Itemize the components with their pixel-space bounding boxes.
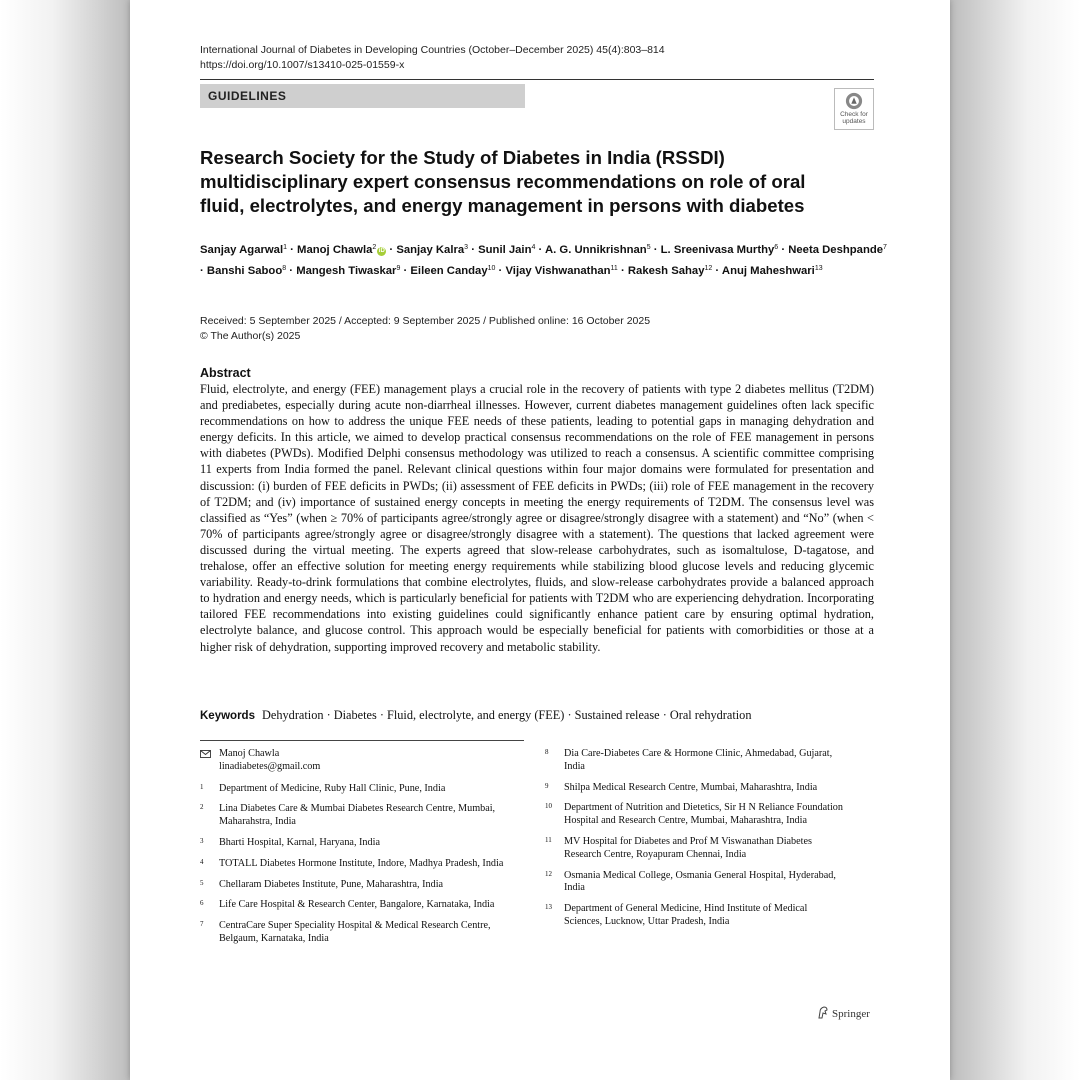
affiliation-text: Department of Medicine, Ruby Hall Clinic, Pune, India (219, 782, 446, 794)
author-affiliation-number: 9 (396, 264, 401, 272)
affiliation-number: 1 (200, 782, 204, 791)
affiliation-number: 2 (200, 803, 204, 812)
publication-dates (200, 314, 650, 344)
abstract-text: Fluid, electrolyte, and energy (FEE) management plays a crucial role in the recovery of patients with type 2 diabetes mellitus (T2DM) and prediabetes, especially during acute non-diarrheal illnesses. However, current diabetes management guidelines often lack specific recommendations on how to address the unique FEE needs of these patients, leading to potential gaps in managing dehydration and energy deficits. In this article, we aimed to develop practical consensus recommendations on the role of FEE management in persons with diabetes (PWDs). Modified Delphi consensus methodology was utilized to reach a consensus. A scientific committee comprising 11 experts from India formed the panel. Relevant clinical questions within four major domains were formulated for presentation and discussion: (i) burden of FEE deficits in PWDs; (ii) assessment of FEE deficits in PWDs; (iii) role of FEE management in the recovery of T2DM; and (iv) importance of sustained energy concepts in meeting the energy requirements of T2DM. The consensus level was classified as “Yes” (when ≥ 70% of participants agree/strongly agree or disagree/strongly disagree with a statement) and “No” (when < 70% of participants agree/strongly agree or disagree/strongly disagree with a statement). The questions that lacked agreement were discussed during the virtual meeting. The experts agreed that slow-release carbohydrates, such as isomaltulose, D-tagatose, and trehalose, offer an effective solution for meeting energy requirements while stabilizing blood glucose levels and reducing glycemic variability. Ready-to-drink formulations that combine electrolytes, fluids, and slow-release carbohydrates provide a balanced approach to hydration and energy needs, which is particularly beneficial for patients with T2DM who are experiencing dehydration. Incorporating tailored FEE recommendations into existing guidelines could significantly enhance patient care by ensuring optimal hydration, electrolyte balance, and glucose control. This approach would be especially beneficial for patients with comorbidities or those at a higher risk of dehydration, supporting improved recovery and metabolic stability. (200, 382, 874, 654)
affiliation-number: 11 (545, 835, 552, 844)
header-rule (200, 79, 874, 80)
corresponding-author (200, 748, 520, 774)
affiliation-number: 10 (545, 802, 552, 811)
author-name[interactable]: Manoj Chawla (297, 244, 373, 256)
corresponding-email[interactable]: linadiabetes@gmail.com (219, 760, 321, 772)
affiliations-right-column (545, 748, 845, 937)
affiliation-number: 3 (200, 836, 204, 845)
affiliation-text: Department of Nutrition and Dietetics, Sir H N Reliance Foundation Hospital and Research Centre, Mumbai, Maharashtra, India (564, 802, 843, 827)
author-affiliation-number: 1 (283, 244, 287, 251)
journal-citation: International Journal of Diabetes in Developing Countries (October–December 2025) 45(4):803–814 (200, 44, 665, 56)
affiliations-rule (200, 740, 524, 741)
left-page-shadow (0, 0, 130, 1080)
affiliation-text: MV Hospital for Diabetes and Prof M Viswanathan Diabetes Research Centre, Royapuram Chennai, India (564, 835, 812, 860)
affiliation-item (545, 903, 845, 929)
doi-link[interactable]: https://doi.org/10.1007/s13410-025-01559-x (200, 59, 405, 71)
author-affiliation-number: 7 (883, 244, 887, 251)
check-updates-label-1: Check for (840, 111, 868, 118)
affiliation-text: Life Care Hospital & Research Center, Bangalore, Karnataka, India (219, 899, 495, 911)
affiliation-number: 7 (200, 920, 204, 929)
affiliation-list-right (545, 748, 845, 929)
author-name[interactable]: Banshi Saboo (206, 264, 283, 277)
publisher-logo (817, 1006, 870, 1020)
dates-line: Received: 5 September 2025 / Accepted: 9 September 2025 / Published online: 16 October 2025 (200, 315, 651, 327)
journal-header (200, 43, 665, 73)
affiliations-left-column (200, 748, 520, 954)
author-affiliation-number: 11 (610, 264, 618, 272)
author-affiliation-number: 10 (487, 264, 496, 272)
abstract-heading: Abstract (200, 366, 251, 380)
author-affiliation-number: 6 (774, 244, 779, 251)
affiliation-text: Osmania Medical College, Osmania General Hospital, Hyderabad, India (564, 869, 836, 894)
author-affiliation-number: 12 (704, 264, 713, 272)
check-updates-label-2: updates (842, 118, 866, 125)
keywords-text: Dehydration · Diabetes · Fluid, electrolyte, and energy (FEE) · Sustained release · Oral rehydration (262, 708, 752, 722)
orcid-icon[interactable]: iD (378, 248, 385, 254)
copyright-line: © The Author(s) 2025 (200, 330, 301, 342)
author-name[interactable]: Sanjay Kalra (396, 244, 465, 256)
affiliation-item (200, 879, 520, 892)
author-name[interactable]: Sunil Jain (478, 244, 532, 256)
affiliation-text: Bharti Hospital, Karnal, Haryana, India (219, 836, 380, 848)
affiliation-number: 12 (545, 869, 552, 878)
author-list: Sanjay Agarwal$^1$ · Manoj Chawla$^2$ iD · Sanjay Kalra$^3$ · Sunil Jain$^4$ · A. G. Unnikrishnan$^5$ · L. Sreenivasa Murthy$^6$ · Neeta Deshpande$^7$ · Banshi Saboo$^8$ · Mangesh Tiwaskar$^9$ · Eileen Canday$^{10}$ · Vijay Vishwanathan$^{11}$ · Rakesh Sahay$^{12}$ · Anuj Maheshwari$^{13}$ (200, 244, 887, 277)
author-affiliation-number: 2 (372, 244, 377, 251)
affiliation-item (545, 802, 845, 828)
affiliation-item (545, 782, 845, 795)
author-name[interactable]: Mangesh Tiwaskar (296, 264, 397, 277)
affiliation-number: 6 (200, 899, 204, 908)
section-label: GUIDELINES (200, 84, 525, 108)
publisher-name: Springer (832, 1008, 870, 1020)
author-name[interactable]: Neeta Deshpande (788, 244, 884, 256)
author-name[interactable]: A. G. Unnikrishnan (545, 244, 647, 256)
affiliation-item (200, 837, 520, 850)
affiliation-text: CentraCare Super Speciality Hospital & Medical Research Centre, Belgaum, Karnataka, India (219, 920, 491, 944)
right-page-shadow (950, 0, 1080, 1080)
affiliation-list-left (200, 783, 520, 946)
affiliation-number: 9 (545, 781, 549, 790)
author-affiliation-number: 13 (814, 264, 823, 272)
affiliation-number: 13 (545, 903, 552, 912)
keywords-label: Keywords (200, 710, 255, 722)
paper-page (130, 0, 950, 1080)
author-affiliation-number: 5 (646, 244, 651, 251)
author-name[interactable]: Anuj Maheshwari (721, 264, 815, 277)
affiliation-number: 8 (545, 748, 549, 756)
check-updates-icon (845, 92, 863, 110)
author-affiliation-number: 8 (282, 264, 287, 272)
author-name[interactable]: Sanjay Agarwal (200, 244, 284, 256)
author-affiliation-number: 3 (464, 244, 469, 251)
affiliation-number: 4 (200, 857, 204, 866)
affiliation-item (200, 920, 520, 946)
affiliation-item (200, 783, 520, 796)
affiliation-item (200, 899, 520, 912)
check-for-updates-badge[interactable] (834, 88, 874, 130)
affiliation-item (545, 748, 845, 774)
affiliation-item (200, 803, 520, 829)
author-name[interactable]: Rakesh Sahay (627, 264, 705, 277)
envelope-icon (200, 750, 211, 758)
affiliation-text: Shilpa Medical Research Centre, Mumbai, Maharashtra, India (564, 781, 818, 793)
affiliation-item (200, 858, 520, 871)
affiliation-text: Dia Care-Diabetes Care & Hormone Clinic, Ahmedabad, Gujarat, India (564, 748, 833, 772)
author-name[interactable]: Vijay Vishwanathan (505, 264, 611, 277)
springer-horse-icon (817, 1006, 829, 1019)
affiliation-text: Chellaram Diabetes Institute, Pune, Maharashtra, India (219, 878, 444, 890)
affiliation-item (545, 870, 845, 896)
author-name[interactable]: Eileen Canday (410, 264, 488, 277)
affiliation-text: Lina Diabetes Care & Mumbai Diabetes Research Centre, Mumbai, Maharahstra, India (219, 803, 496, 828)
author-name[interactable]: L. Sreenivasa Murthy (660, 244, 775, 256)
affiliation-number: 5 (200, 878, 204, 887)
corresponding-name: Manoj Chawla (219, 748, 280, 759)
keywords-line (200, 707, 874, 724)
affiliation-item (545, 836, 845, 862)
affiliation-text: TOTALL Diabetes Hormone Institute, Indore, Madhya Pradesh, India (219, 857, 504, 869)
article-title: Research Society for the Study of Diabetes in India (RSSDI) multidisciplinary expert consensus recommendations on role of oral fluid, electrolytes, and energy management in persons with diabetes (200, 147, 806, 216)
author-affiliation-number: 4 (531, 244, 536, 251)
affiliation-text: Department of General Medicine, Hind Institute of Medical Sciences, Lucknow, Uttar Pradesh, India (564, 903, 808, 927)
